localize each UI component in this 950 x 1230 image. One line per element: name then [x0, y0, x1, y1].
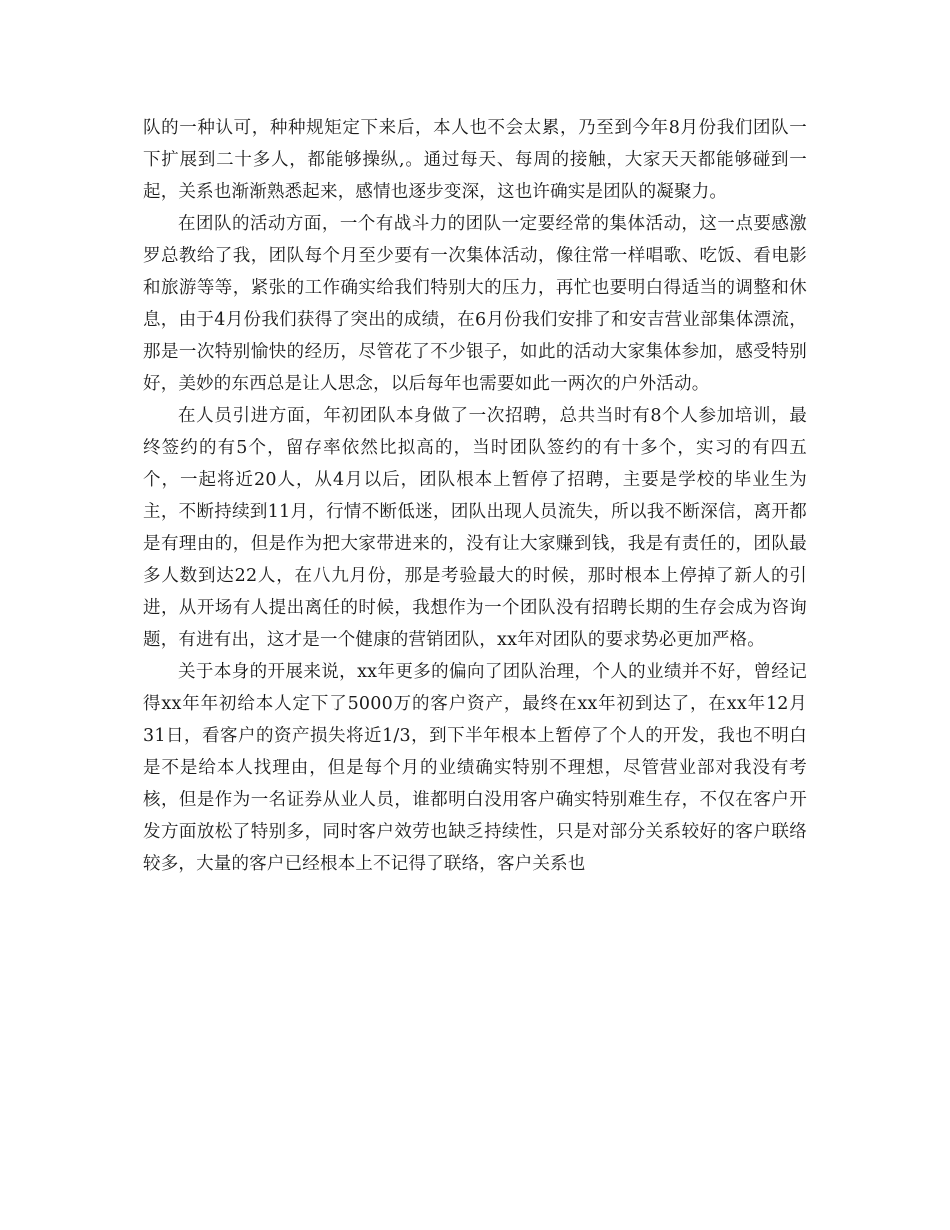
paragraph-1: 队的一种认可，种种规矩定下来后，本人也不会太累，乃至到今年8月份我们团队一下扩展到二十多人，都能够操纵,。通过每天、每周的接触，大家天天都能够碰到一起，关系也渐渐熟悉起来，感情也逐步变深，这也许确实是团队的凝聚力。: [143, 118, 807, 202]
paragraph-3: 在人员引进方面，年初团队本身做了一次招聘，总共当时有8个人参加培训，最终签约的有5个，留存率依然比拟高的，当时团队签约的有十多个，实习的有四五个，一起将近20人，从4月以后，团队根本上暂停了招聘，主要是学校的毕业生为主，不断持续到11月，行情不断低迷，团队出现人员流失，所以我不断深信，离开都是有理由的，但是作为把大家带进来的，没有让大家赚到钱，我是有责任的，团队最多人数到达22人，在八九月份，那是考验最大的时候，那时根本上停掉了新人的引进，从开场有人提出离任的时候，我想作为一个团队没有招聘长期的生存会成为咨询题，有进有出，这才是一个健康的营销团队，xx年对团队的要求势必更加严格。: [143, 406, 807, 650]
paragraph-4: 关于本身的开展来说，xx年更多的偏向了团队治理，个人的业绩并不好，曾经记得xx年年初给本人定下了5000万的客户资产，最终在xx年初到达了，在xx年12月31日，看客户的资产损失将近1/3，到下半年根本上暂停了个人的开发，我也不明白是不是给本人找理由，但是每个月的业绩确实特别不理想，尽管营业部对我没有考核，但是作为一名证券从业人员，谁都明白没用客户确实特别难生存，不仅在客户开发方面放松了特别多，同时客户效劳也缺乏持续性，只是对部分关系较好的客户联络较多，大量的客户已经根本上不记得了联络，客户关系也: [143, 662, 807, 874]
document-body: [143, 112, 807, 880]
paragraph-2: 在团队的活动方面，一个有战斗力的团队一定要经常的集体活动，这一点要感激罗总教给了我，团队每个月至少要有一次集体活动，像往常一样唱歌、吃饭、看电影和旅游等等，紧张的工作确实给我们特别大的压力，再忙也要明白得适当的调整和休息，由于4月份我们获得了突出的成绩，在6月份我们安排了和安吉营业部集体漂流，那是一次特别愉快的经历，尽管花了不少银子，如此的活动大家集体参加，感受特别好，美妙的东西总是让人思念，以后每年也需要如此一两次的户外活动。: [143, 214, 807, 394]
